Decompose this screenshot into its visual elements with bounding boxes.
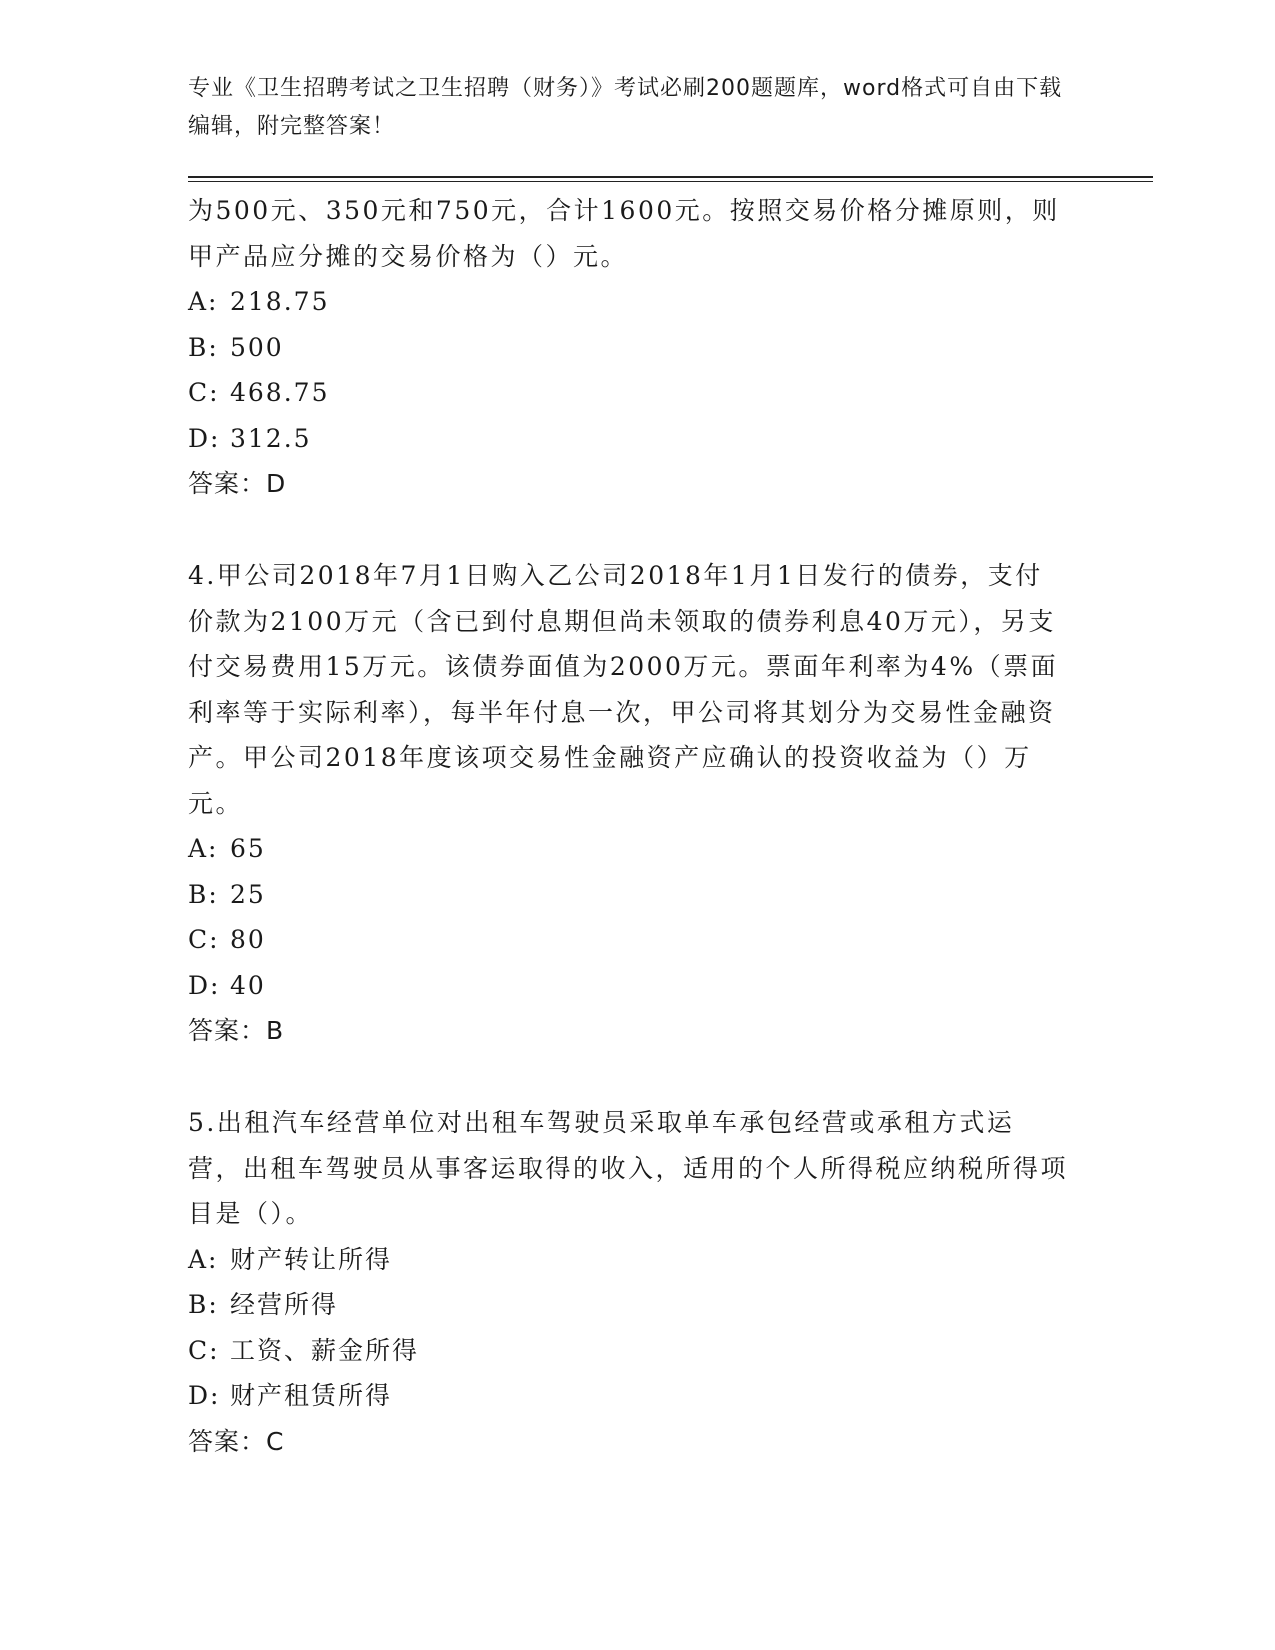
- option-value: 500: [230, 332, 284, 362]
- option-key: B:: [188, 1290, 219, 1319]
- option-c: [188, 917, 1068, 963]
- answer-label: 答案：B: [188, 1016, 285, 1045]
- option-key: D:: [188, 1381, 221, 1410]
- option-key: C:: [188, 378, 220, 407]
- option-key: A:: [188, 1244, 219, 1274]
- option-value: 25: [230, 879, 266, 909]
- question-text: 4.甲公司2018年7月1日购入乙公司2018年1月1日发行的债券，支付价款为2100万元（含已到付息期但尚未领取的债券利息40万元），另支付交易费用15万元。该债券面值为2000万元。票面年利率为4%（票面利率等于实际利率），每半年付息一次，甲公司将其划分为交易性金融资产。甲公司2018年度该项交易性金融资产应确认的投资收益为（）万元。: [188, 561, 1059, 818]
- question-block: [188, 188, 1068, 506]
- option-key: D:: [188, 423, 221, 453]
- spacer: [188, 1053, 1068, 1100]
- option-value: 65: [230, 834, 266, 863]
- option-key: C:: [188, 925, 220, 954]
- option-key: A:: [188, 287, 219, 316]
- option-b: [188, 1282, 1068, 1328]
- option-key: B:: [188, 332, 219, 362]
- header-rule-thick: [188, 176, 1153, 178]
- option-a: [188, 1237, 1068, 1283]
- option-a: [188, 826, 1068, 872]
- option-value: 80: [230, 925, 266, 954]
- header-rule-thin: [188, 181, 1153, 182]
- option-c: [188, 370, 1068, 416]
- option-value: 468.75: [230, 378, 330, 407]
- question-block: [188, 1100, 1068, 1464]
- question-block: [188, 553, 1068, 1053]
- option-value: 40: [230, 970, 266, 1000]
- option-a: [188, 279, 1068, 325]
- spacer: [188, 506, 1068, 553]
- option-value: 工资、薪金所得: [230, 1335, 420, 1365]
- answer-label: 答案：C: [188, 1426, 285, 1456]
- option-value: 经营所得: [230, 1290, 339, 1319]
- question-list: [188, 188, 1068, 1464]
- option-b: [188, 325, 1068, 371]
- option-key: D:: [188, 970, 221, 1000]
- option-key: A:: [188, 834, 219, 863]
- option-value: 财产转让所得: [230, 1244, 393, 1274]
- question-text: 5.出租汽车经营单位对出租车驾驶员采取单车承包经营或承租方式运营，出租车驾驶员从事客运取得的收入，适用的个人所得税应纳税所得项目是（）。: [188, 1108, 1069, 1228]
- question-text: 为500元、350元和750元，合计1600元。按照交易价格分摊原则，则甲产品应分摊的交易价格为（）元。: [188, 196, 1060, 271]
- option-key: B:: [188, 879, 219, 909]
- option-b: [188, 872, 1068, 918]
- option-value: 财产租赁所得: [230, 1381, 393, 1410]
- option-d: [188, 416, 1068, 462]
- option-value: 312.5: [230, 423, 312, 453]
- option-d: [188, 963, 1068, 1009]
- answer-label: 答案：D: [188, 469, 287, 498]
- option-value: 218.75: [230, 287, 330, 316]
- option-c: [188, 1328, 1068, 1374]
- option-d: [188, 1373, 1068, 1419]
- option-key: C:: [188, 1335, 220, 1365]
- document-header: 专业《卫生招聘考试之卫生招聘（财务）》考试必刷200题题库，word格式可自由下载编辑，附完整答案！: [188, 76, 1063, 139]
